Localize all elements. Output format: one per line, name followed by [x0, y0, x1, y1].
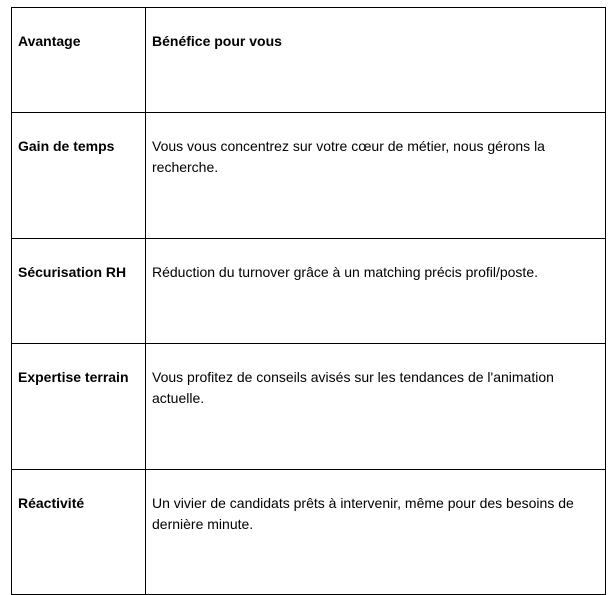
advantage-cell: Réactivité [12, 470, 146, 595]
benefits-table [11, 7, 606, 595]
table-header-row [12, 8, 606, 113]
advantage-cell: Gain de temps [12, 113, 146, 239]
header-cell-benefit: Bénéfice pour vous [146, 8, 606, 113]
advantage-cell: Expertise terrain [12, 344, 146, 470]
table-row [12, 113, 606, 239]
table-row [12, 344, 606, 470]
table-row [12, 239, 606, 344]
benefit-cell: Un vivier de candidats prêts à intervenir, même pour des besoins de dernière minute. [146, 470, 606, 595]
advantage-cell: Sécurisation RH [12, 239, 146, 344]
header-cell-advantage: Avantage [12, 8, 146, 113]
benefit-cell: Vous vous concentrez sur votre cœur de métier, nous gérons la recherche. [146, 113, 606, 239]
table-row [12, 470, 606, 595]
benefit-cell: Vous profitez de conseils avisés sur les tendances de l'animation actuelle. [146, 344, 606, 470]
benefit-cell: Réduction du turnover grâce à un matching précis profil/poste. [146, 239, 606, 344]
